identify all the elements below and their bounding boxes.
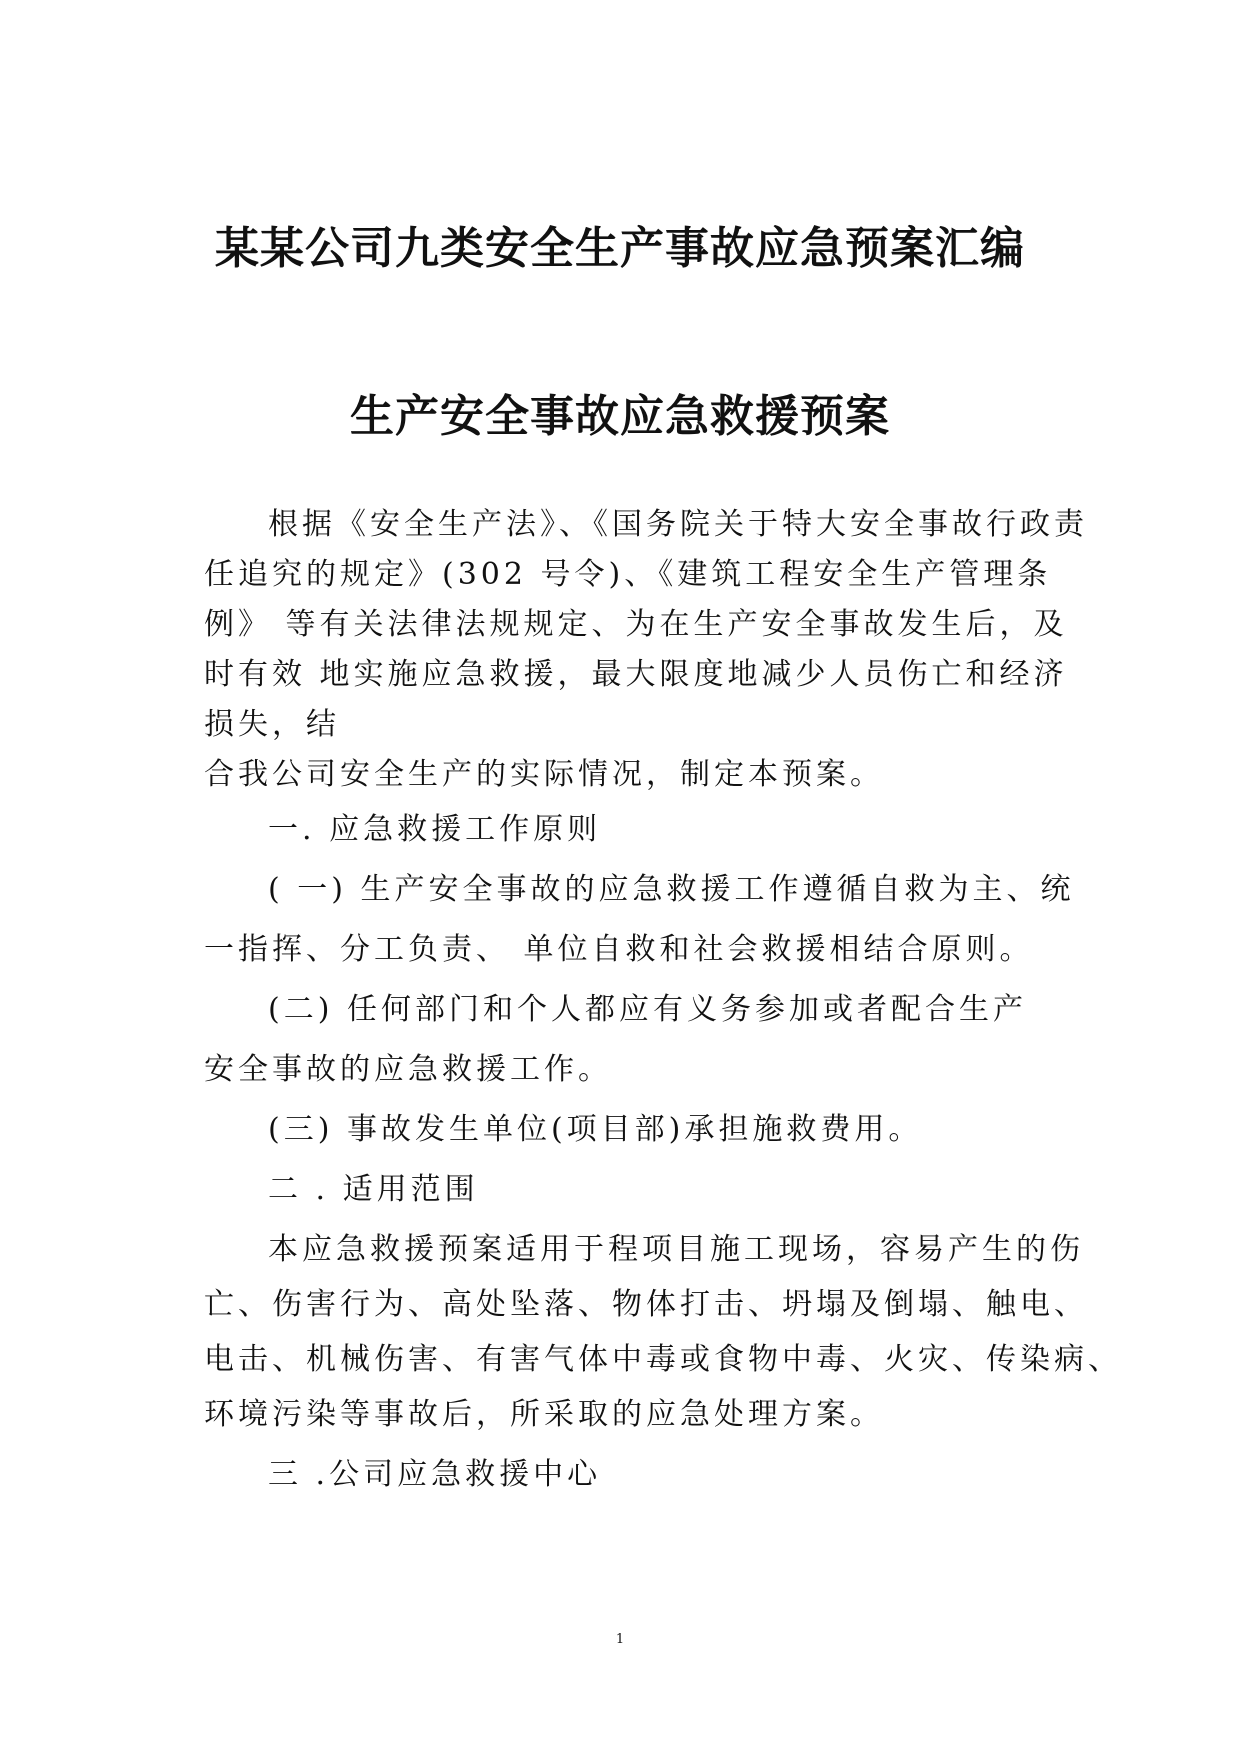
heading-principles: 一. 应急救援工作原则 [268,812,602,847]
body-line: 亡、伤害行为、高处坠落、物体打击、坍塌及倒塌、触电、 [204,1287,1088,1322]
body-line: 环境污染等事故后，所采取的应急处理方案。 [204,1397,884,1432]
body-line: 本应急救援预案适用于程项目施工现场，容易产生的伤 [268,1232,1084,1267]
page-number: 1 [615,1632,625,1647]
body-line: 例》 等有关法律法规规定、为在生产安全事故发生后，及 [204,607,1068,642]
body-line: (二) 任何部门和个人都应有义务参加或者配合生产 [268,992,1027,1027]
body-line: 合我公司安全生产的实际情况，制定本预案。 [204,757,884,792]
body-line: 根据《安全生产法》、《国务院关于特大安全事故行政责 [268,507,1088,542]
body-line: 时有效 地实施应急救援，最大限度地减少人员伤亡和经济 [204,657,1068,692]
body-line: ( 一) 生产安全事故的应急救援工作遵循自救为主、统 [268,872,1075,907]
heading-rescue-center: 三 .公司应急救援中心 [268,1457,602,1492]
body-line: 一指挥、分工负责、 单位自救和社会救援相结合原则。 [204,932,1034,967]
body-line: 任追究的规定》(302 号令)、《建筑工程安全生产管理条 [204,557,1052,592]
body-line: (三) 事故发生单位(项目部)承担施救费用。 [268,1112,923,1147]
body-line: 安全事故的应急救援工作。 [204,1052,612,1087]
heading-scope: 二 . 适用范围 [268,1172,479,1207]
section-title: 生产安全事故应急救援预案 [350,391,890,442]
body-line: 电击、机械伤害、有害气体中毒或食物中毒、火灾、传染病、 [204,1342,1122,1377]
document-title: 某某公司九类安全生产事故应急预案汇编 [215,223,1025,274]
body-line: 损失，结 [204,707,340,742]
